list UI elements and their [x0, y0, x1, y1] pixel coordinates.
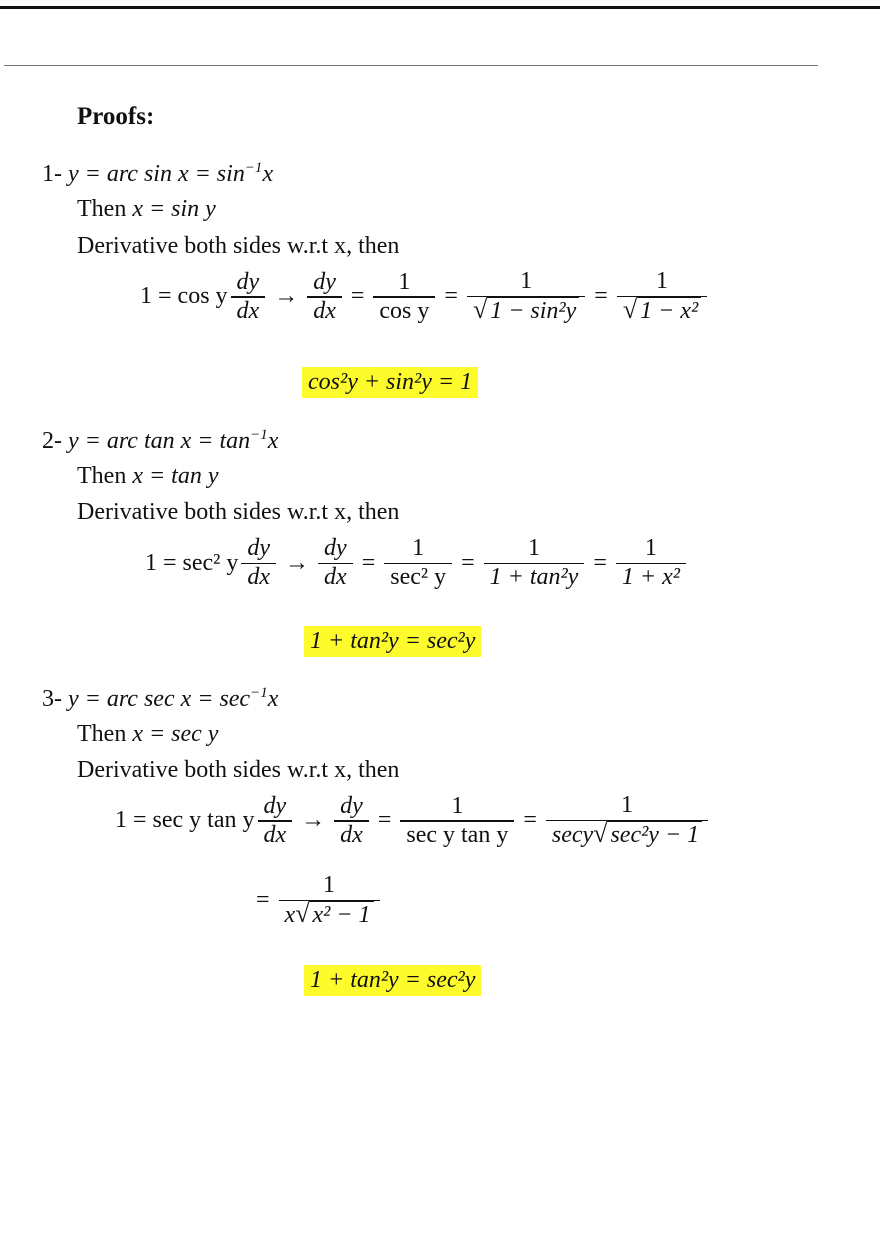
then-equation: x = sin y	[132, 196, 216, 222]
proof-1-title	[42, 160, 273, 188]
proof-1-equation: 1 = cos y $\frac{dy}{dx}$ → $\frac{dy}{dx}$ = $\frac{1}{\text{cos y}}$ = 1 √ 1 − sin²y = 1 √ 1 − x²	[140, 268, 710, 326]
eq-lhs: 1 = sec y tan y	[115, 807, 255, 834]
identity-highlight: 1 + tan²y = sec²y	[304, 626, 481, 657]
proof-3-title	[42, 685, 278, 713]
fraction-one-over-sec-squared: $\frac{1}{\text{sec² y}}$	[384, 535, 452, 592]
proof-3-equation: 1 = sec y tan y $\frac{dy}{dx}$ → $\frac{dy}{dx}$ = $\frac{1}{\text{sec y tan y}}$ = 1 secy √ sec²y − 1	[115, 792, 711, 850]
fraction-one-over-x-sqrt: 1 x √ x² − 1	[279, 872, 380, 930]
proof-3-then	[77, 721, 218, 748]
arrow-symbol: →	[301, 807, 326, 834]
proof-1-then	[77, 196, 216, 223]
proof-2-derivative-text: Derivative both sides w.r.t x, then	[77, 499, 400, 525]
eq-lhs: 1 = sec² y	[145, 549, 239, 576]
fraction-one-over-sqrt-x: 1 √ 1 − x²	[617, 268, 707, 326]
proofs-heading: Proofs:	[77, 103, 155, 130]
fraction-dy-dx: $\frac{dy}{dx}$	[241, 535, 276, 592]
identity-highlight: 1 + tan²y = sec²y	[304, 965, 481, 996]
proof-2-equation: 1 = sec² y $\frac{dy}{dx}$ → $\frac{dy}{dx}$ = $\frac{1}{\text{sec² y}}$ = $\frac{1}{\text{1 + tan²y}}$ = $\frac{1}{\text{1 + x²}}$	[145, 535, 689, 592]
then-label: Then	[77, 463, 127, 489]
top-border-line	[0, 6, 880, 9]
arrow-symbol: →	[274, 283, 299, 310]
fraction-dy-dx: $\frac{dy}{dx}$	[318, 535, 353, 592]
definition: y = arc tan x = tan	[68, 428, 251, 454]
then-equation: x = tan y	[132, 463, 219, 489]
fraction-dy-dx: $\frac{dy}{dx}$	[231, 269, 266, 326]
then-label: Then	[77, 721, 127, 747]
proof-3-derivative-text: Derivative both sides w.r.t x, then	[77, 757, 400, 783]
fraction-dy-dx: $\frac{dy}{dx}$	[307, 269, 342, 326]
header-separator-line	[4, 65, 818, 66]
definition: y = arc sec x = sec	[68, 686, 251, 712]
fraction-one-over-secy-tany: $\frac{1}{\text{sec y tan y}}$	[400, 793, 514, 850]
fraction-one-over-secy-sqrt: 1 secy √ sec²y − 1	[546, 792, 708, 850]
proof-number: 3-	[42, 686, 62, 712]
fraction-one-over-sqrt-sin: 1 √ 1 − sin²y	[467, 268, 585, 326]
fraction-one-over-cos: $\frac{1}{\text{cos y}}$	[373, 269, 435, 326]
variable: x	[267, 686, 279, 712]
eq-lhs: 1 = cos y	[140, 283, 228, 310]
exponent: −1	[250, 685, 268, 701]
definition: y = arc sin x = sin	[68, 161, 245, 187]
proof-number: 2-	[42, 428, 62, 454]
exponent: −1	[244, 160, 263, 176]
then-equation: x = sec y	[132, 721, 219, 747]
proof-1-derivative-text: Derivative both sides w.r.t x, then	[77, 233, 400, 259]
fraction-one-over-one-plus-tan: $\frac{1}{\text{1 + tan²y}}$	[484, 535, 585, 592]
proof-2-then	[77, 463, 218, 490]
proof-number: 1-	[42, 161, 62, 187]
fraction-one-over-one-plus-x: $\frac{1}{\text{1 + x²}}$	[616, 535, 686, 592]
arrow-symbol: →	[285, 549, 310, 576]
variable: x	[267, 428, 279, 454]
variable: x	[262, 161, 274, 187]
fraction-dy-dx: $\frac{dy}{dx}$	[334, 793, 369, 850]
exponent: −1	[250, 427, 268, 443]
identity-highlight: cos²y + sin²y = 1	[302, 367, 478, 398]
then-label: Then	[77, 196, 127, 222]
proof-2-title	[42, 427, 278, 455]
fraction-dy-dx: $\frac{dy}{dx}$	[258, 793, 293, 850]
proof-3-continuation: = 1 x √ x² − 1	[250, 872, 383, 930]
